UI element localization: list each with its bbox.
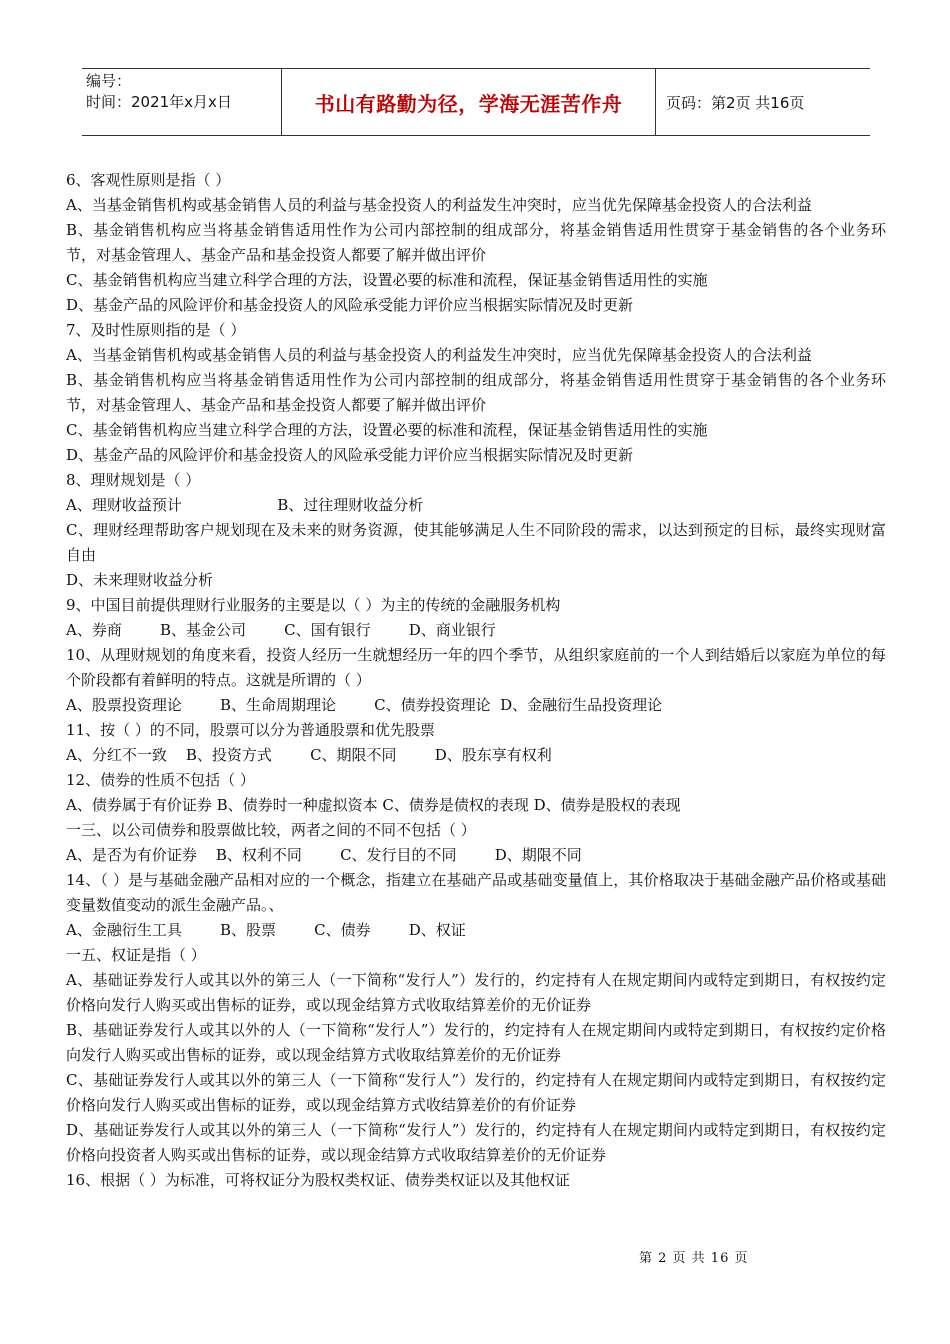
question-line: 12、债券的性质不包括（ ）: [66, 771, 255, 789]
option-line: A、理财收益预计 B、过往理财收益分析: [66, 496, 424, 514]
option-line: C、基金销售机构应当建立科学合理的方法，设置必要的标准和流程，保证基金销售适用性的实施: [66, 271, 708, 289]
option-line: C、基础证券发行人或其以外的第三人（一下简称“发行人”）发行的，约定持有人在规定期间内或特定到期日，有权按约定价格向发行人购买或出售标的证券，或以现金结算方式收结算差价的有价证券: [66, 1071, 886, 1114]
option-line: D、基础证券发行人或其以外的第三人（一下简称“发行人”）发行的，约定持有人在规定期间内或特定到期日，有权按约定价格向投资者人购买或出售标的证券，或以现金结算方式收取结算差价的无价证券: [66, 1121, 886, 1164]
question-line: 一五、权证是指（ ）: [66, 946, 206, 964]
option-line: B、基金销售机构应当将基金销售适用性作为公司内部控制的组成部分，将基金销售适用性贯穿于基金销售的各个业务环节，对基金管理人、基金产品和基金投资人都要了解并做出评价: [66, 371, 886, 414]
option-line: A、当基金销售机构或基金销售人员的利益与基金投资人的利益发生冲突时，应当优先保障基金投资人的合法利益: [66, 346, 812, 364]
option-line: D、未来理财收益分析: [66, 571, 214, 589]
option-line: B、基础证券发行人或其以外的人（一下简称“发行人”）发行的，约定持有人在规定期间内或特定到期日，有权按约定价格向发行人购买或出售标的证券，或以现金结算方式收取结算差价的无价证券: [66, 1021, 886, 1064]
question-line: 6、客观性原则是指（ ）: [66, 171, 231, 189]
question-line: 10、从理财规划的角度来看，投资人经历一生就想经历一年的四个季节，从组织家庭前的一个人到结婚后以家庭为单位的每个阶段都有着鲜明的特点。这就是所谓的（ ）: [66, 646, 886, 689]
document-number-label: 编号：: [86, 72, 132, 90]
option-line: A、分红不一致 B、投资方式 C、期限不同 D、股东享有权利: [66, 746, 552, 764]
option-line: D、基金产品的风险评价和基金投资人的风险承受能力评价应当根据实际情况及时更新: [66, 446, 634, 464]
option-line: A、当基金销售机构或基金销售人员的利益与基金投资人的利益发生冲突时，应当优先保障基金投资人的合法利益: [66, 196, 812, 214]
header-motto: 书山有路勤为径，学海无涯苦作舟: [282, 69, 656, 135]
page-footer: 第 2 页 共 16 页: [639, 1251, 749, 1266]
page-header: [82, 68, 870, 136]
option-line: A、股票投资理论 B、生命周期理论 C、债券投资理论 D、金融衍生品投资理论: [66, 696, 663, 714]
option-line: A、基础证券发行人或其以外的第三人（一下简称“发行人”）发行的，约定持有人在规定期间内或特定到期日，有权按约定价格向发行人购买或出售标的证券，或以现金结算方式收取结算差价的无价证券: [66, 971, 886, 1014]
option-line: D、基金产品的风险评价和基金投资人的风险承受能力评价应当根据实际情况及时更新: [66, 296, 634, 314]
header-page-info: 页码：第2页 共16页: [666, 93, 805, 112]
header-meta: [82, 69, 282, 135]
question-line: 11、按（ ）的不同，股票可以分为普通股票和优先股票: [66, 721, 435, 739]
question-line: 14、（ ）是与基础金融产品相对应的一个概念，指建立在基础产品或基础变量值上，其价格取决于基础金融产品价格或基础变量数值变动的派生金融产品。、: [66, 871, 886, 914]
option-line: A、是否为有价证券 B、权利不同 C、发行目的不同 D、期限不同: [66, 846, 582, 864]
option-line: B、基金销售机构应当将基金销售适用性作为公司内部控制的组成部分，将基金销售适用性贯穿于基金销售的各个业务环节，对基金管理人、基金产品和基金投资人都要了解并做出评价: [66, 221, 886, 264]
option-line: A、券商 B、基金公司 C、国有银行 D、商业银行: [66, 621, 496, 639]
question-line: 16、根据（ ）为标准，可将权证分为股权类权证、债券类权证以及其他权证: [66, 1171, 570, 1189]
option-line: C、基金销售机构应当建立科学合理的方法，设置必要的标准和流程，保证基金销售适用性的实施: [66, 421, 708, 439]
document-body: [66, 168, 886, 1193]
option-line: C、理财经理帮助客户规划现在及未来的财务资源，使其能够满足人生不同阶段的需求，以达到预定的目标，最终实现财富自由: [66, 521, 886, 564]
document-date: 时间：2021年x月x日: [86, 93, 232, 111]
question-line: 一三、以公司债券和股票做比较，两者之间的不同不包括（ ）: [66, 821, 476, 839]
option-line: A、债券属于有价证券 B、债券时一种虚拟资本 C、债券是债权的表现 D、债券是股权的表现: [66, 796, 681, 814]
question-line: 9、中国目前提供理财行业服务的主要是以（ ）为主的传统的金融服务机构: [66, 596, 561, 614]
question-line: 7、及时性原则指的是（ ）: [66, 321, 246, 339]
question-line: 8、理财规划是（ ）: [66, 471, 201, 489]
option-line: A、金融衍生工具 B、股票 C、债券 D、权证: [66, 921, 466, 939]
